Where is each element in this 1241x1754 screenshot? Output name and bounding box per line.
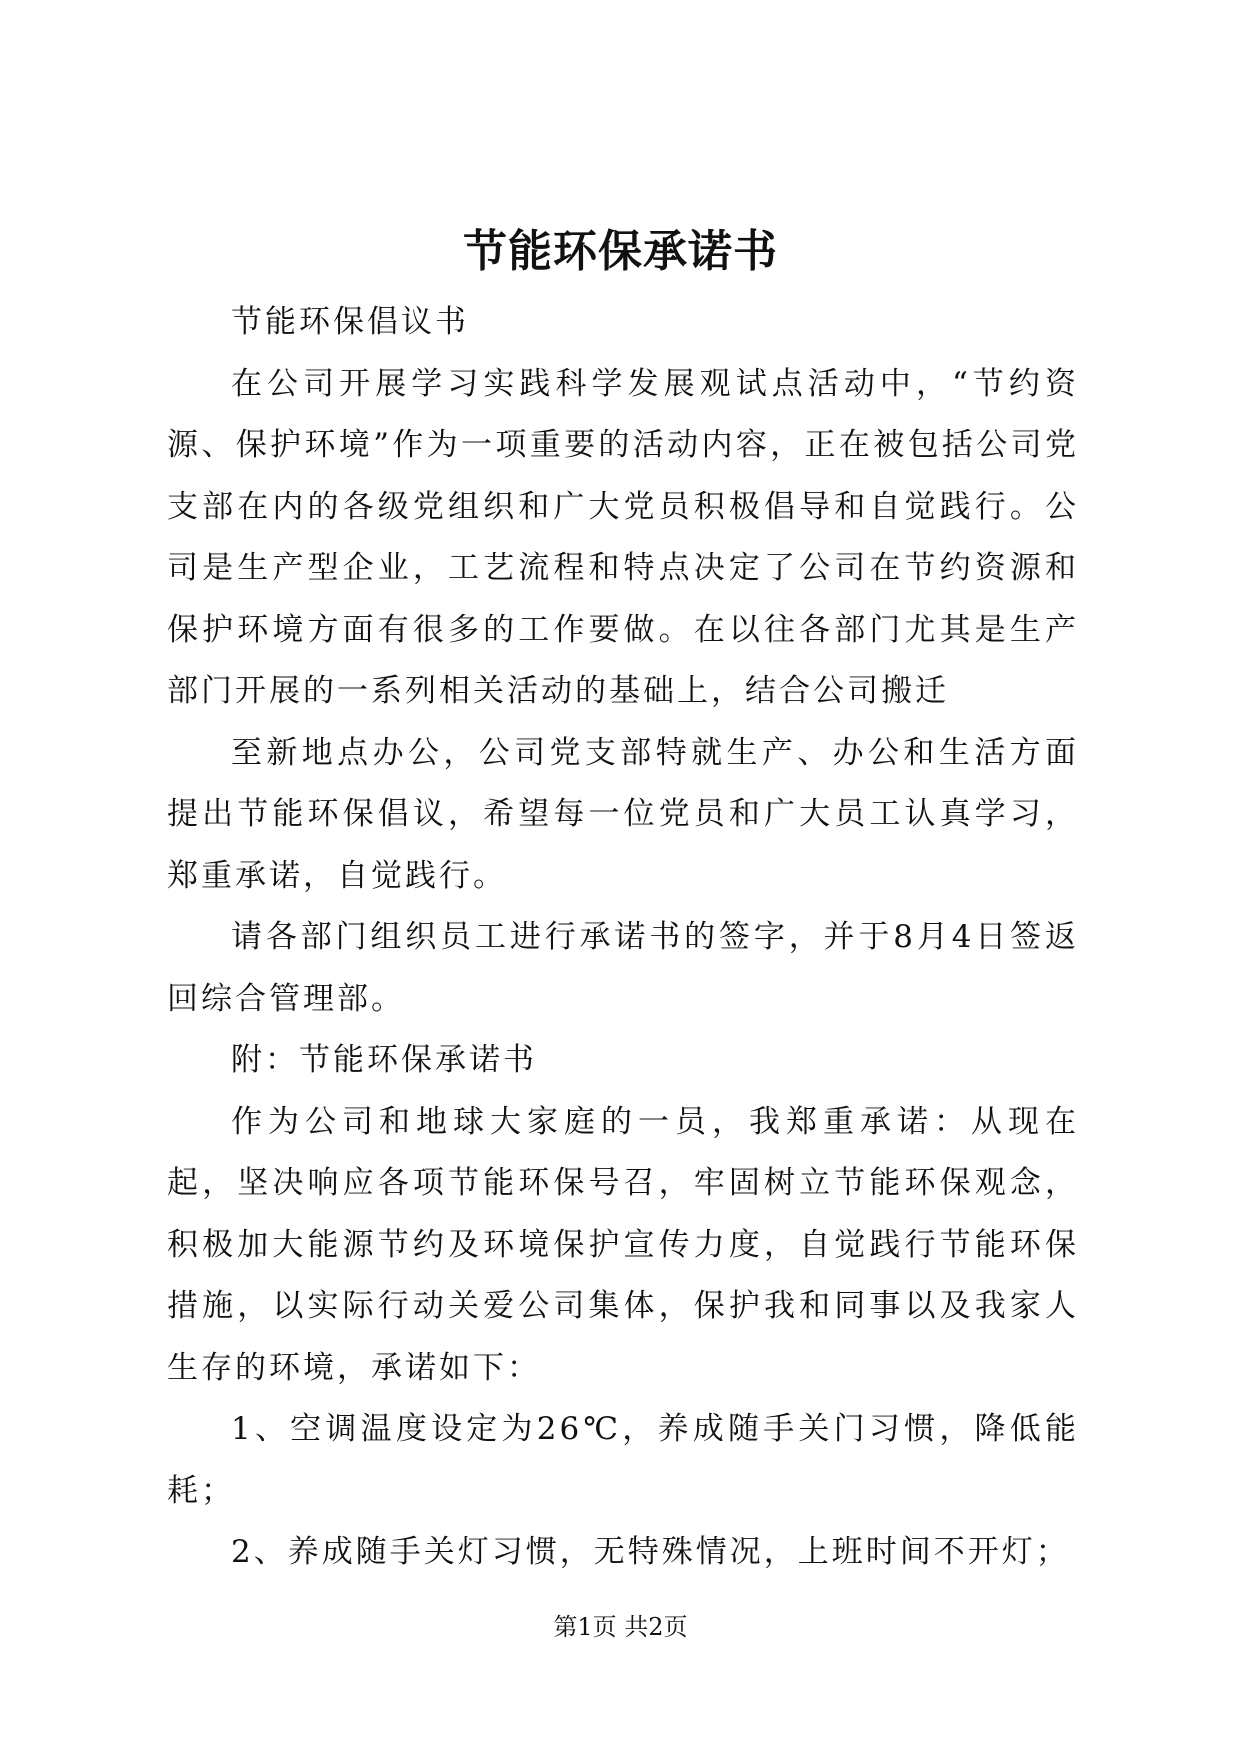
paragraph-sign-request: 请各部门组织员工进行承诺书的签字，并于8月4日签返回综合管理部。 — [167, 919, 1079, 1017]
paragraph-attachment: 附：节能环保承诺书 — [231, 1042, 537, 1078]
list-item-2: 2、养成随手关灯习惯，无特殊情况，上班时间不开灯； — [231, 1534, 1070, 1570]
paragraph-subtitle: 节能环保倡议书 — [231, 304, 469, 340]
paragraph-pledge: 作为公司和地球大家庭的一员，我郑重承诺：从现在起，坚决响应各项节能环保号召，牢固树立节能环保观念，积极加大能源节约及环境保护宣传力度，自觉践行节能环保措施，以实际行动关爱公司集体，保护我和同事以及我家人生存的环境，承诺如下： — [167, 1103, 1079, 1386]
paragraph-relocation: 至新地点办公，公司党支部特就生产、办公和生活方面提出节能环保倡议，希望每一位党员和广大员工认真学习，郑重承诺，自觉践行。 — [167, 734, 1079, 894]
list-item-1: 1、空调温度设定为26℃，养成随手关门习惯，降低能耗； — [167, 1411, 1079, 1509]
document-body — [167, 292, 1079, 1584]
page-number: 第1页 共2页 — [553, 1613, 688, 1641]
document-title: 节能环保承诺书 — [463, 226, 778, 277]
paragraph-intro: 在公司开展学习实践科学发展观试点活动中，“节约资源、保护环境”作为一项重要的活动内容，正在被包括公司党支部在内的各级党组织和广大党员积极倡导和自觉践行。公司是生产型企业，工艺流程和特点决定了公司在节约资源和保护环境方面有很多的工作要做。在以往各部门尤其是生产部门开展的一系列相关活动的基础上，结合公司搬迁 — [167, 365, 1079, 709]
